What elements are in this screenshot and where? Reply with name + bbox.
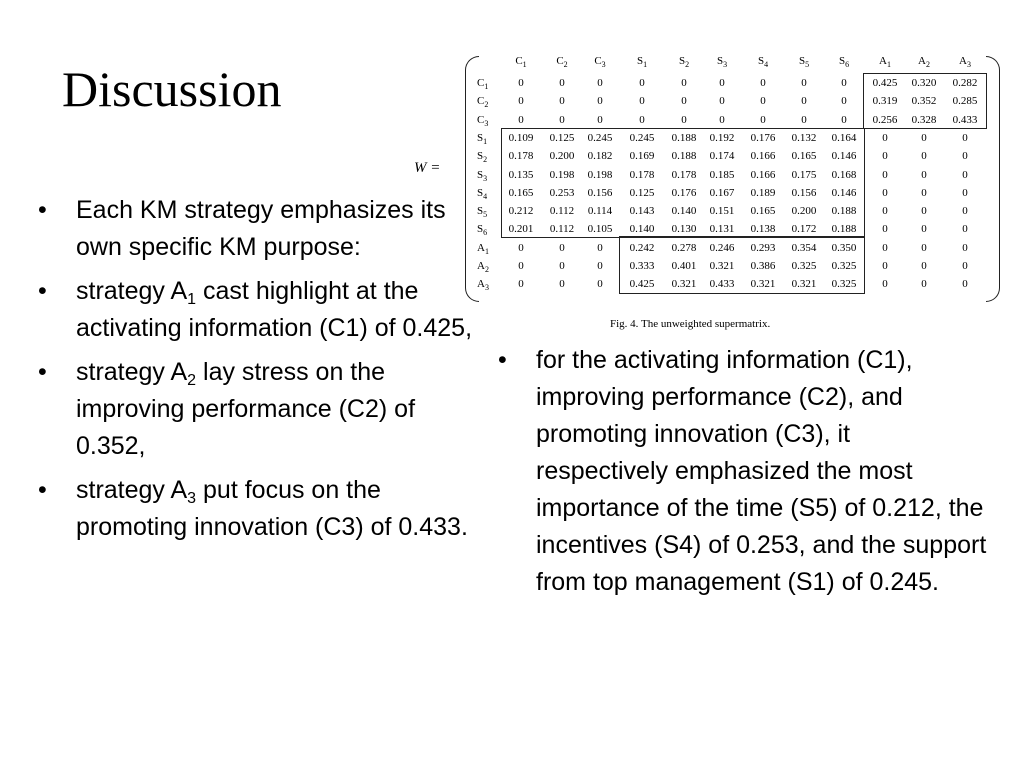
- column-header-subscript: 3: [723, 60, 728, 69]
- row-header: [477, 149, 487, 163]
- bullet-text: strategy A: [76, 476, 188, 504]
- matrix-cell: 0: [597, 77, 603, 89]
- matrix-cell: 0.105: [587, 223, 613, 236]
- figure-caption: Fig. 4. The unweighted supermatrix.: [610, 318, 771, 330]
- row-header-subscript: 1: [483, 136, 488, 146]
- row-header-letter: C: [477, 95, 485, 108]
- matrix-cell: 0.166: [750, 168, 776, 181]
- bullet-item: [38, 273, 476, 347]
- row-header-letter: C: [477, 77, 485, 89]
- matrix-cell: 0: [639, 77, 645, 89]
- row-header-letter: A: [477, 260, 485, 272]
- strategy-subscript: 1: [187, 291, 197, 308]
- matrix-cell: 0: [760, 95, 766, 108]
- matrix-cell: 0.425: [629, 278, 655, 291]
- row-header-subscript: 5: [483, 210, 488, 220]
- matrix-cell: 0: [559, 113, 565, 126]
- bullet-item: [38, 192, 476, 266]
- matrix-cell: 0.333: [629, 260, 655, 272]
- bullet-text: strategy A: [76, 358, 188, 386]
- matrix-cell: 0.212: [508, 205, 534, 218]
- row-header: [477, 113, 488, 127]
- matrix-cell: 0.125: [629, 186, 655, 199]
- matrix-cell: 0: [518, 278, 524, 291]
- matrix-cell: 0: [882, 223, 888, 236]
- right-bracket: [986, 56, 1000, 302]
- matrix-cell: 0: [921, 186, 927, 199]
- matrix-cell: 0.178: [671, 168, 697, 181]
- row-header: [477, 241, 489, 255]
- matrix-cell: 0: [962, 186, 968, 199]
- matrix-cell: 0.146: [831, 150, 857, 163]
- matrix-cell: 0.176: [671, 186, 697, 199]
- matrix-cell: 0.354: [791, 241, 817, 254]
- column-header-letter: A: [959, 55, 967, 67]
- matrix-cell: 0.321: [709, 260, 735, 272]
- column-header-subscript: 6: [845, 60, 850, 69]
- column-header: [542, 54, 582, 68]
- matrix-cell: 0: [962, 131, 968, 144]
- row-header: [477, 277, 489, 291]
- matrix-cell: 0.245: [629, 131, 655, 144]
- matrix-cell: 0: [841, 77, 847, 89]
- matrix-cell: 0: [760, 77, 766, 89]
- bullet-text: Each KM strategy emphasizes its own specific KM purpose:: [76, 196, 446, 261]
- row-header-subscript: 3: [483, 173, 488, 183]
- row-header-subscript: 1: [484, 82, 489, 91]
- matrix-cell: 0: [921, 150, 927, 163]
- matrix-cell: 0.201: [508, 223, 534, 236]
- matrix-cell: 0: [882, 205, 888, 218]
- matrix-cell: 0.285: [952, 95, 978, 108]
- matrix-cell: 0.325: [831, 260, 857, 272]
- matrix-cell: 0.198: [587, 168, 613, 181]
- matrix-cell: 0.131: [709, 223, 735, 236]
- column-header-subscript: 3: [966, 60, 971, 69]
- matrix-cell: 0.169: [629, 150, 655, 163]
- matrix-cell: 0.172: [791, 223, 817, 236]
- column-header-subscript: 2: [685, 60, 690, 69]
- matrix-cell: 0: [518, 241, 524, 254]
- row-header: [477, 94, 488, 108]
- column-header-subscript: 1: [886, 60, 891, 69]
- row-header-subscript: 2: [484, 100, 489, 110]
- matrix-cell: 0: [882, 278, 888, 291]
- matrix-cell: 0: [921, 168, 927, 181]
- matrix-cell: 0.321: [791, 278, 817, 291]
- column-header-subscript: 3: [601, 60, 606, 69]
- column-header: [784, 54, 824, 68]
- matrix-cell: 0.321: [750, 278, 776, 291]
- matrix-cell: 0: [639, 95, 645, 108]
- row-header-letter: S: [477, 186, 484, 199]
- matrix-cell: 0.433: [952, 113, 978, 126]
- column-header-subscript: 2: [925, 60, 930, 69]
- block-box-s-cs: [501, 128, 865, 238]
- bullet-text: put focus on the promoting innovation (C3) of 0.433.: [76, 476, 468, 541]
- matrix-cell: 0.200: [791, 205, 817, 218]
- column-header: [702, 54, 742, 68]
- matrix-cell: 0.433: [709, 278, 735, 291]
- column-header: [865, 54, 905, 68]
- column-header: [945, 54, 985, 68]
- matrix-cell: 0.321: [671, 278, 697, 291]
- matrix-cell: 0: [559, 278, 565, 291]
- matrix-cell: 0: [518, 113, 524, 126]
- matrix-cell: 0.352: [911, 95, 937, 108]
- matrix-cell: 0: [597, 260, 603, 272]
- matrix-cell: 0.165: [750, 205, 776, 218]
- strategy-subscript: 2: [187, 372, 197, 389]
- matrix-cell: 0.256: [872, 113, 898, 126]
- matrix-cell: 0.151: [709, 205, 735, 218]
- matrix-cell: 0.130: [671, 223, 697, 236]
- row-header: [477, 131, 487, 145]
- column-header-letter: S: [636, 55, 644, 67]
- row-header-subscript: 3: [484, 118, 489, 128]
- column-header-letter: C: [594, 55, 602, 67]
- column-header: [501, 54, 541, 68]
- row-header-subscript: 2: [483, 155, 488, 165]
- bullet-text: cast highlight at the activating information (C1) of 0.425,: [76, 277, 473, 342]
- matrix-cell: 0.165: [508, 186, 534, 199]
- matrix-cell: 0.188: [671, 150, 697, 163]
- matrix-cell: 0.320: [911, 77, 937, 89]
- strategy-subscript: 3: [187, 490, 197, 507]
- column-header-subscript: 5: [805, 60, 810, 69]
- row-header-subscript: 1: [484, 246, 489, 256]
- row-header-subscript: 4: [483, 191, 488, 201]
- matrix-cell: 0.167: [709, 186, 735, 199]
- matrix-cell: 0.325: [791, 260, 817, 272]
- matrix-cell: 0: [882, 260, 888, 272]
- column-header-letter: S: [757, 55, 765, 67]
- matrix-cell: 0.293: [750, 241, 776, 254]
- matrix-cell: 0: [882, 150, 888, 163]
- column-header: [824, 54, 864, 68]
- column-header-letter: S: [798, 55, 806, 67]
- matrix-cell: 0.200: [549, 150, 575, 163]
- matrix-cell: 0.140: [671, 205, 697, 218]
- matrix-cell: 0: [962, 168, 968, 181]
- matrix-cell: 0.282: [952, 77, 978, 89]
- matrix-cell: 0: [962, 205, 968, 218]
- matrix-label: W =: [414, 160, 441, 176]
- matrix-cell: 0: [921, 223, 927, 236]
- matrix-cell: 0: [962, 260, 968, 272]
- matrix-cell: 0: [962, 150, 968, 163]
- matrix-cell: 0.165: [791, 150, 817, 163]
- matrix-cell: 0.112: [549, 205, 575, 218]
- matrix-cell: 0.146: [831, 186, 857, 199]
- row-header-letter: S: [477, 223, 484, 236]
- matrix-cell: 0: [518, 95, 524, 108]
- slide-title: Discussion: [62, 61, 282, 117]
- matrix-cell: 0.425: [872, 77, 898, 89]
- matrix-cell: 0: [597, 241, 603, 254]
- matrix-cell: 0.386: [750, 260, 776, 272]
- matrix-cell: 0.140: [629, 223, 655, 236]
- matrix-cell: 0.125: [549, 131, 575, 144]
- column-header: [743, 54, 783, 68]
- matrix-cell: 0: [921, 205, 927, 218]
- column-header: [664, 54, 704, 68]
- row-header-letter: A: [477, 241, 485, 254]
- matrix-cell: 0: [597, 278, 603, 291]
- matrix-cell: 0.175: [791, 168, 817, 181]
- matrix-cell: 0: [559, 77, 565, 89]
- matrix-cell: 0.156: [587, 186, 613, 199]
- matrix-cell: 0: [921, 241, 927, 254]
- matrix-cell: 0: [801, 95, 807, 108]
- matrix-cell: 0: [760, 113, 766, 126]
- matrix-cell: 0.178: [629, 168, 655, 181]
- matrix-cell: 0.325: [831, 278, 857, 291]
- matrix-cell: 0.319: [872, 95, 898, 108]
- row-header: [477, 204, 487, 218]
- column-header-subscript: 1: [522, 60, 527, 69]
- matrix-cell: 0.189: [750, 186, 776, 199]
- bullet-text: strategy A: [76, 277, 188, 305]
- row-header-letter: S: [477, 168, 484, 181]
- column-header-subscript: 1: [643, 60, 648, 69]
- matrix-cell: 0.109: [508, 131, 534, 144]
- matrix-cell: 0.278: [671, 241, 697, 254]
- matrix-cell: 0.138: [750, 223, 776, 236]
- row-header: [477, 259, 489, 273]
- block-box-a-s: [619, 236, 865, 294]
- matrix-cell: 0: [962, 241, 968, 254]
- matrix-cell: 0.188: [671, 131, 697, 144]
- column-header-letter: S: [838, 55, 846, 67]
- matrix-cell: 0: [962, 223, 968, 236]
- matrix-cell: 0: [681, 95, 687, 108]
- row-header: [477, 76, 488, 90]
- matrix-cell: 0: [921, 131, 927, 144]
- matrix-cell: 0: [559, 241, 565, 254]
- column-header: [904, 54, 944, 68]
- bullet-item: [38, 472, 476, 546]
- left-bullet-list: [38, 192, 476, 553]
- column-header-subscript: 2: [563, 60, 568, 69]
- matrix-cell: 0.156: [791, 186, 817, 199]
- bullet-text: for the activating information (C1), improving performance (C2), and promoting innovation (C3), it respectively emphasized the most importance of the time (S5) of 0.212, the incentives (S4) of 0.253, and the support from top management (S1) of 0.245.: [536, 346, 987, 596]
- matrix-cell: 0.198: [549, 168, 575, 181]
- matrix-cell: 0: [921, 260, 927, 272]
- matrix-cell: 0: [719, 77, 725, 89]
- matrix-cell: 0.401: [671, 260, 697, 272]
- matrix-cell: 0: [559, 95, 565, 108]
- row-header-letter: C: [477, 113, 485, 126]
- matrix-cell: 0.168: [831, 168, 857, 181]
- bullet-item: [498, 342, 988, 601]
- matrix-cell: 0.242: [629, 241, 655, 254]
- matrix-cell: 0.176: [750, 131, 776, 144]
- row-header-letter: A: [477, 278, 485, 291]
- column-header-letter: A: [879, 55, 887, 67]
- block-box-c-a: [863, 73, 987, 129]
- matrix-cell: 0.188: [831, 205, 857, 218]
- matrix-cell: 0.188: [831, 223, 857, 236]
- column-header-letter: C: [515, 55, 523, 67]
- matrix-cell: 0: [719, 113, 725, 126]
- matrix-cell: 0: [962, 278, 968, 291]
- row-header: [477, 186, 487, 200]
- matrix-cell: 0.178: [508, 150, 534, 163]
- matrix-cell: 0.166: [750, 150, 776, 163]
- matrix-cell: 0.328: [911, 113, 937, 126]
- column-header: [580, 54, 620, 68]
- matrix-cell: 0: [882, 131, 888, 144]
- column-header-subscript: 4: [764, 60, 769, 69]
- column-header: [622, 54, 662, 68]
- column-header-letter: S: [716, 55, 724, 67]
- matrix-cell: 0: [518, 77, 524, 89]
- matrix-cell: 0: [681, 113, 687, 126]
- matrix-cell: 0: [597, 113, 603, 126]
- matrix-cell: 0.182: [587, 150, 613, 163]
- matrix-cell: 0: [681, 77, 687, 89]
- bullet-item: [38, 354, 476, 465]
- matrix-cell: 0.132: [791, 131, 817, 144]
- column-header-letter: C: [556, 55, 564, 67]
- matrix-cell: 0.174: [709, 150, 735, 163]
- matrix-cell: 0: [882, 241, 888, 254]
- row-header: [477, 222, 487, 236]
- matrix-cell: 0: [882, 168, 888, 181]
- row-header-letter: S: [477, 131, 484, 144]
- column-header-letter: S: [678, 55, 686, 67]
- matrix-cell: 0.164: [831, 131, 857, 144]
- matrix-cell: 0: [882, 186, 888, 199]
- matrix-cell: 0: [841, 113, 847, 126]
- row-header: [477, 168, 487, 182]
- matrix-cell: 0: [921, 278, 927, 291]
- matrix-cell: 0.192: [709, 131, 735, 144]
- matrix-cell: 0: [518, 260, 524, 272]
- unweighted-supermatrix: [465, 48, 1000, 304]
- right-bullet-list: [498, 342, 988, 608]
- matrix-cell: 0.135: [508, 168, 534, 181]
- row-header-letter: S: [477, 205, 484, 218]
- matrix-cell: 0: [559, 260, 565, 272]
- matrix-cell: 0: [597, 95, 603, 108]
- row-header-subscript: 3: [484, 283, 489, 293]
- row-header-letter: S: [477, 150, 484, 163]
- row-header-subscript: 2: [484, 265, 489, 274]
- matrix-cell: 0.143: [629, 205, 655, 218]
- row-header-subscript: 6: [483, 228, 488, 238]
- matrix-cell: 0.245: [587, 131, 613, 144]
- matrix-cell: 0.253: [549, 186, 575, 199]
- matrix-cell: 0: [801, 77, 807, 89]
- matrix-cell: 0.185: [709, 168, 735, 181]
- matrix-cell: 0: [841, 95, 847, 108]
- matrix-cell: 0.246: [709, 241, 735, 254]
- matrix-cell: 0: [801, 113, 807, 126]
- matrix-cell: 0: [639, 113, 645, 126]
- matrix-cell: 0.112: [549, 223, 575, 236]
- matrix-cell: 0: [719, 95, 725, 108]
- matrix-cell: 0.114: [587, 205, 613, 218]
- bullet-text: lay stress on the improving performance (C2) of 0.352,: [76, 358, 416, 460]
- matrix-cell: 0.350: [831, 241, 857, 254]
- column-header-letter: A: [918, 55, 926, 67]
